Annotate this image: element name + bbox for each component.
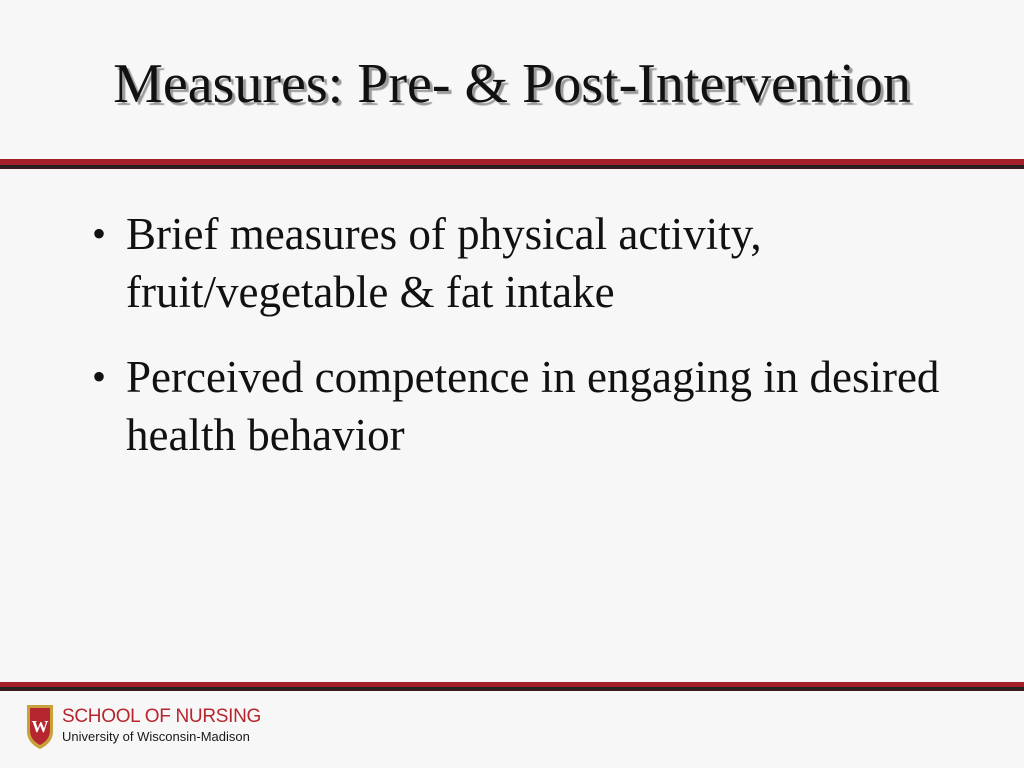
footer-divider-shadow — [0, 689, 1024, 691]
footer-text — [62, 706, 261, 746]
footer-divider — [0, 682, 1024, 689]
bullet-marker: • — [92, 211, 107, 256]
slide-title: Measures: Pre- & Post-Intervention — [113, 53, 911, 115]
uw-crest-icon — [24, 701, 56, 751]
bullet-text: Perceived competence in engaging in desired health behavior — [126, 352, 940, 460]
bullet-marker: • — [92, 354, 107, 399]
bullet-item — [92, 348, 972, 464]
bullet-text: Brief measures of physical activity, fruit/vegetable & fat intake — [126, 209, 762, 317]
title-divider-shadow — [0, 167, 1024, 169]
school-name: SCHOOL OF NURSING — [62, 706, 261, 727]
crest-letter: W — [31, 717, 49, 736]
footer-logo — [24, 698, 261, 754]
bullet-item — [92, 205, 972, 321]
bullet-list — [92, 205, 972, 491]
university-name: University of Wisconsin-Madison — [62, 729, 250, 744]
title-divider — [0, 159, 1024, 167]
